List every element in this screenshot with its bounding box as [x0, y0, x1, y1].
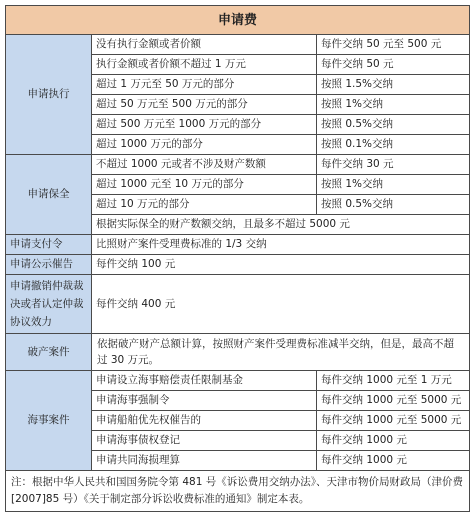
fee-cell: 每件交纳 50 元至 500 元	[317, 35, 470, 55]
category-preservation: 申请保全	[6, 155, 92, 235]
item-cell: 申请海事债权登记	[92, 431, 317, 451]
condition-cell: 不超过 1000 元或者不涉及财产数额	[92, 155, 317, 175]
item-cell: 申请共同海损理算	[92, 451, 317, 471]
fee-cell: 每件交纳 1000 元至 5000 元	[317, 411, 470, 431]
category-public-notice: 申请公示催告	[6, 255, 92, 275]
condition-cell: 没有执行金额或者价额	[92, 35, 317, 55]
item-cell: 申请船舶优先权催告的	[92, 411, 317, 431]
table-row	[6, 35, 470, 55]
fee-cell: 每件交纳 1000 元至 1 万元	[317, 371, 470, 391]
fee-cell: 按照 0.5%交纳	[317, 195, 470, 215]
condition-cell: 超过 500 万元至 1000 万元的部分	[92, 115, 317, 135]
item-cell: 申请设立海事赔偿责任限制基金	[92, 371, 317, 391]
fee-cell: 按照 0.5%交纳	[317, 115, 470, 135]
fee-cell: 每件交纳 100 元	[92, 255, 470, 275]
category-execution: 申请执行	[6, 35, 92, 155]
table-title: 申请费	[6, 6, 470, 35]
fee-cell: 按照 1%交纳	[317, 175, 470, 195]
table-row	[6, 155, 470, 175]
table-row	[6, 255, 470, 275]
category-bankruptcy: 破产案件	[6, 334, 92, 371]
fee-cell: 每件交纳 400 元	[92, 275, 470, 334]
fee-cell: 按照 1%交纳	[317, 95, 470, 115]
condition-cell: 超过 1000 万元的部分	[92, 135, 317, 155]
table-row	[6, 371, 470, 391]
category-maritime: 海事案件	[6, 371, 92, 471]
condition-cell: 超过 1 万元至 50 万元的部分	[92, 75, 317, 95]
fee-cell: 每件交纳 50 元	[317, 55, 470, 75]
fee-cell: 每件交纳 1000 元	[317, 431, 470, 451]
condition-cell: 超过 1000 元至 10 万元的部分	[92, 175, 317, 195]
preservation-cap-note: 根据实际保全的财产数额交纳，且最多不超过 5000 元	[92, 215, 470, 235]
table-row	[6, 334, 470, 371]
fee-cell: 按照 1.5%交纳	[317, 75, 470, 95]
category-revoke-arbitration: 申请撤销仲裁裁决或者认定仲裁协议效力	[6, 275, 92, 334]
category-payment-order: 申请支付令	[6, 235, 92, 255]
table-row	[6, 275, 470, 334]
condition-cell: 执行金额或者价额不超过 1 万元	[92, 55, 317, 75]
fee-cell: 按照 0.1%交纳	[317, 135, 470, 155]
table-row	[6, 235, 470, 255]
footnote: 注：根据中华人民共和国国务院令第 481 号《诉讼费用交纳办法》、天津市物价局财政局（津价费[2007]85 号）《关于制定部分诉讼收费标准的通知》制定本表。	[6, 471, 470, 512]
condition-cell: 超过 10 万元的部分	[92, 195, 317, 215]
item-cell: 申请海事强制令	[92, 391, 317, 411]
condition-cell: 超过 50 万元至 500 万元的部分	[92, 95, 317, 115]
fee-cell: 每件交纳 30 元	[317, 155, 470, 175]
fee-cell: 依据破产财产总额计算，按照财产案件受理费标准减半交纳，但是，最高不超过 30 万元。	[92, 334, 470, 371]
table-row	[6, 471, 470, 512]
fee-cell: 每件交纳 1000 元	[317, 451, 470, 471]
fee-table	[5, 5, 470, 512]
fee-cell: 比照财产案件受理费标准的 1/3 交纳	[92, 235, 470, 255]
fee-cell: 每件交纳 1000 元至 5000 元	[317, 391, 470, 411]
